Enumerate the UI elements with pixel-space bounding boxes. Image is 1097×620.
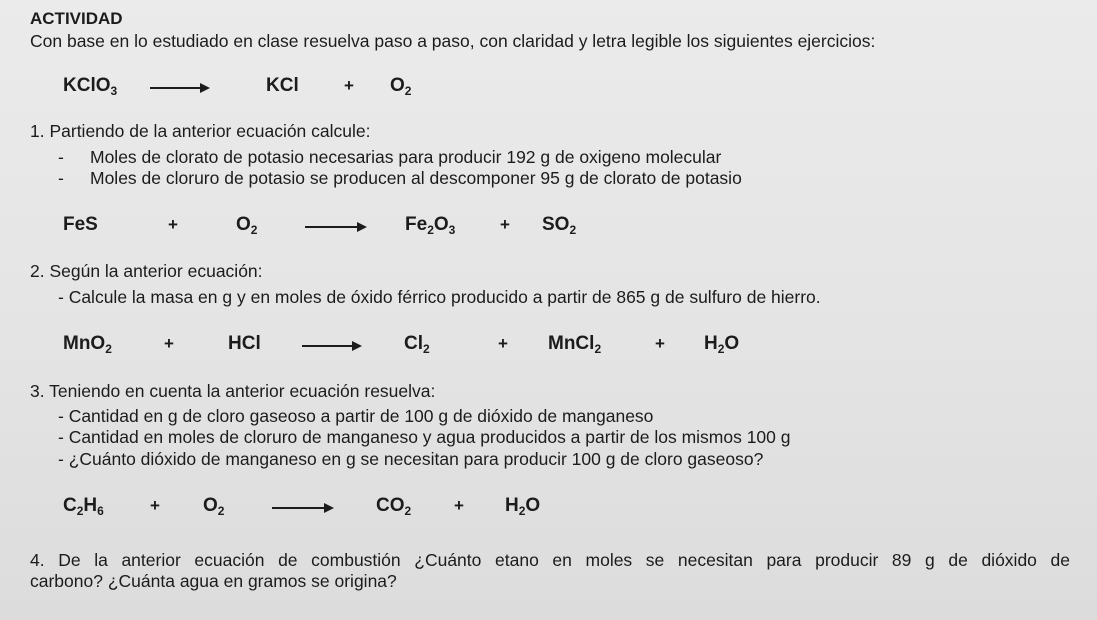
reactant-c2h6: $C_2H_6$ [63,495,104,518]
reaction-arrow [272,507,332,509]
product-cl2: $Cl_2$ [404,333,430,356]
plus-sign: + [168,215,178,234]
reaction-arrow [150,87,208,89]
question-1-heading: 1. Partiendo de la anterior ecuación calcule: [30,121,371,141]
reaction-arrow [302,345,360,347]
plus-sign: + [500,215,510,234]
bullet-dash: - [58,147,64,167]
product-h2o: $H_2O$ [505,495,541,518]
product-so2: $SO_2$ [542,214,577,237]
product-kcl: KCl [266,75,299,96]
plus-sign: + [164,334,174,353]
product-mncl2: MnCl$_2$ [548,333,602,356]
instructions-text: Con base en lo estudiado en clase resuelva paso a paso, con claridad y letra legible los siguientes ejercicios: [30,31,876,51]
product-co2: $CO_2$ [376,495,412,518]
reactant-kclo3: KClO$_3$ [63,75,118,98]
question-2-heading: 2. Según la anterior ecuación: [30,261,263,281]
product-fe2o3: $Fe_2O_3$ [405,214,456,237]
reactant-fes: FeS [63,214,98,235]
question-1-item: Moles de clorato de potasio necesarias para producir 192 g de oxigeno molecular [90,147,722,167]
question-3-item: - Cantidad en moles de cloruro de manganeso y agua producidos a partir de los mismos 100 g [58,427,791,447]
activity-title: ACTIVIDAD [30,9,123,28]
question-2-item: - Calcule la masa en g y en moles de óxido férrico producido a partir de 865 g de sulfuro de hierro. [58,287,821,307]
question-3-item: - ¿Cuánto dióxido de manganeso en g se necesitan para producir 100 g de cloro gaseoso? [58,449,764,469]
question-4-line: carbono? ¿Cuánta agua en gramos se origina? [30,571,397,591]
reactant-hcl: HCl [228,333,261,354]
plus-sign: + [150,496,160,515]
reaction-arrow [305,226,365,228]
product-o2: $O_2$ [390,75,412,98]
reactant-mno2: MnO$_2$ [63,333,112,356]
reactant-o2: $O_2$ [203,495,225,518]
question-3-item: - Cantidad en g de cloro gaseoso a partir de 100 g de dióxido de manganeso [58,406,654,426]
product-h2o: $H_2O$ [704,333,740,356]
plus-sign: + [655,334,665,353]
equation-2 [0,214,1097,244]
plus-sign: + [454,496,464,515]
equation-3 [0,333,1097,363]
question-1-item: Moles de cloruro de potasio se producen al descomponer 95 g de clorato de potasio [90,168,742,188]
question-3-heading: 3. Teniendo en cuenta la anterior ecuación resuelva: [30,381,436,401]
equation-1 [0,75,1097,105]
plus-sign: + [344,76,354,95]
bullet-dash: - [58,168,64,188]
reactant-o2: $O_2$ [236,214,258,237]
question-4-line: 4. De la anterior ecuación de combustión ¿Cuánto etano en moles se necesitan para producir 89 g de dióxido de [30,550,1070,570]
equation-4 [0,495,1097,525]
plus-sign: + [498,334,508,353]
